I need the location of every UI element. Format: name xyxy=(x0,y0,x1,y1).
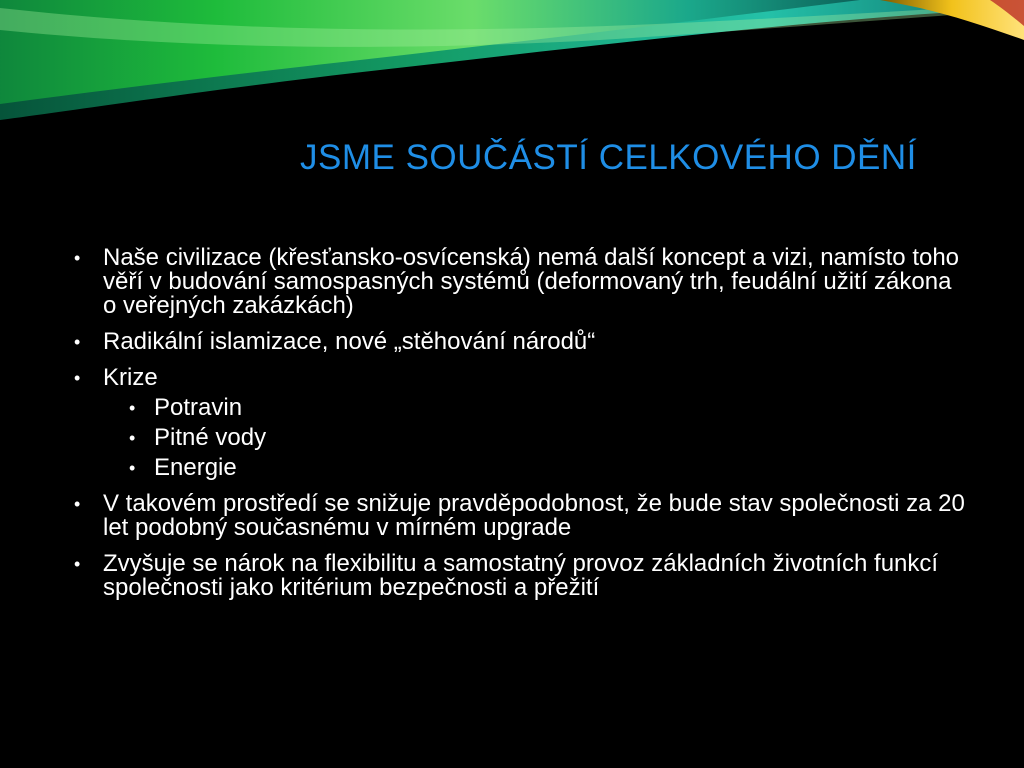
bullet-dot: • xyxy=(74,248,81,268)
bullet-text: Krize xyxy=(103,364,158,391)
sub-bullet-list xyxy=(103,396,967,480)
bullet-item xyxy=(72,246,967,318)
bullet-item xyxy=(72,366,967,480)
bullet-dot: • xyxy=(129,428,136,448)
sub-bullet-item xyxy=(103,426,967,450)
bullet-dot: • xyxy=(74,554,81,574)
sub-bullet-text: Potravin xyxy=(154,394,243,421)
bullet-dot: • xyxy=(129,398,136,418)
bullet-list xyxy=(72,246,967,600)
slide-content xyxy=(72,246,967,612)
bullet-dot: • xyxy=(129,458,136,478)
sub-bullet-item xyxy=(103,456,967,480)
sub-bullet-text: Pitné vody xyxy=(154,424,267,451)
bullet-dot: • xyxy=(74,494,81,514)
decorative-header-swoosh xyxy=(0,0,1024,140)
bullet-dot: • xyxy=(74,332,81,352)
bullet-text: Naše civilizace (křesťansko-osvícenská) nemá další koncept a vizi, namísto toho věří v budování samospasných systémů (deformovaný trh, feudální užití zákona o veřejných zakázkách) xyxy=(103,244,960,319)
sub-bullet-item xyxy=(103,396,967,420)
bullet-item xyxy=(72,330,967,354)
bullet-text: Radikální islamizace, nové „stěhování národů“ xyxy=(103,328,596,355)
bullet-text: Zvyšuje se nárok na flexibilitu a samostatný provoz základních životních funkcí společnosti jako kritérium bezpečnosti a přežití xyxy=(103,550,939,601)
sub-bullet-text: Energie xyxy=(154,454,237,481)
bullet-item xyxy=(72,492,967,540)
bullet-text: V takovém prostředí se snižuje pravděpodobnost, že bude stav společnosti za 20 let podobný současnému v mírném upgrade xyxy=(103,490,965,541)
slide-title: JSME SOUČÁSTÍ CELKOVÉHO DĚNÍ xyxy=(300,138,917,177)
bullet-item xyxy=(72,552,967,600)
bullet-dot: • xyxy=(74,368,81,388)
